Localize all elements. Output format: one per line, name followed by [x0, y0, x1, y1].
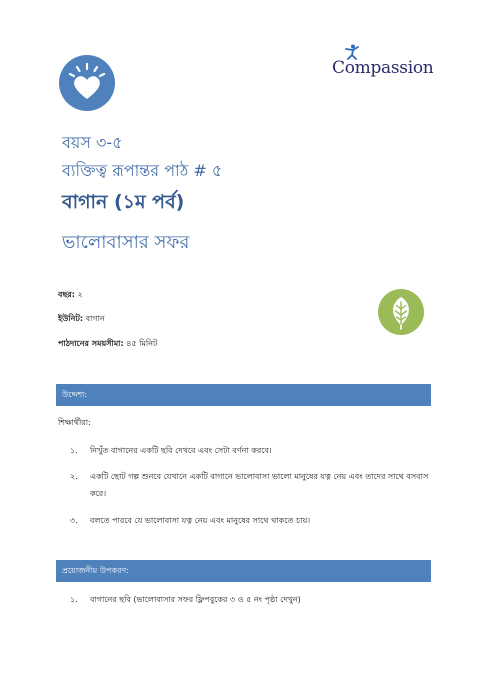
leaf-icon — [378, 289, 424, 335]
compassion-logo — [332, 44, 432, 80]
meta-year-label: বছর: — [58, 290, 75, 299]
meta-year — [58, 289, 83, 302]
lesson-number: ব্যক্তিত্ব রূপান্তর পাঠ # ৫ — [62, 161, 223, 180]
meta-unit-label: ইউনিট: — [58, 314, 84, 323]
meta-time — [58, 338, 157, 351]
meta-time-label: পাঠদানের সময়সীমা: — [58, 339, 124, 348]
objective-intro: শিক্ষার্থীরা: — [58, 418, 91, 427]
meta-year-value: ২ — [77, 290, 83, 299]
objective-item-text: নিখুঁত বাগানের একটি ছবি দেখবে এবং সেটা বর্ণনা করবে। — [90, 446, 272, 455]
materials-heading: প্রয়োজনীয় উপকরণ: — [62, 566, 129, 575]
objective-heading-bar — [56, 384, 431, 406]
meta-unit-value: বাগান — [85, 314, 105, 323]
objective-item-text: একটি ছোট গল্প শুনবে যেখানে একটি বাগানে ভালোবাসা ভালো মানুষের যত্ন নেয় এবং তাদের সাথে বসবাস করে। — [90, 472, 429, 498]
heart-icon — [59, 55, 115, 111]
objective-item-text: বলতে পারবে যে ভালোবাসা যত্ন নেয় এবং মানুষের সাথে থাকতে চায়। — [90, 516, 311, 525]
logo-text: Compassion — [332, 58, 434, 78]
materials-item-text: বাগানের ছবি (ভালোবাসার সফর ফ্লিপবুকের ৩ ও ৫ নং পৃষ্ঠা দেখুন) — [90, 595, 301, 604]
lesson-title: বাগান (১ম পর্ব) — [62, 191, 185, 213]
age-range: বয়স ৩-৫ — [62, 133, 123, 152]
journey-title: ভালোবাসার সফর — [62, 232, 190, 253]
materials-heading-bar — [56, 560, 431, 582]
meta-unit — [58, 313, 105, 326]
objective-item-number: ৩. — [70, 516, 78, 525]
meta-time-value: ৪৫ মিনিট — [126, 339, 158, 348]
objective-item-number: ২. — [70, 472, 78, 481]
objective-heading: উদ্দেশ্য: — [62, 390, 88, 399]
materials-item-number: ১. — [70, 595, 78, 604]
objective-item-number: ১. — [70, 446, 78, 455]
